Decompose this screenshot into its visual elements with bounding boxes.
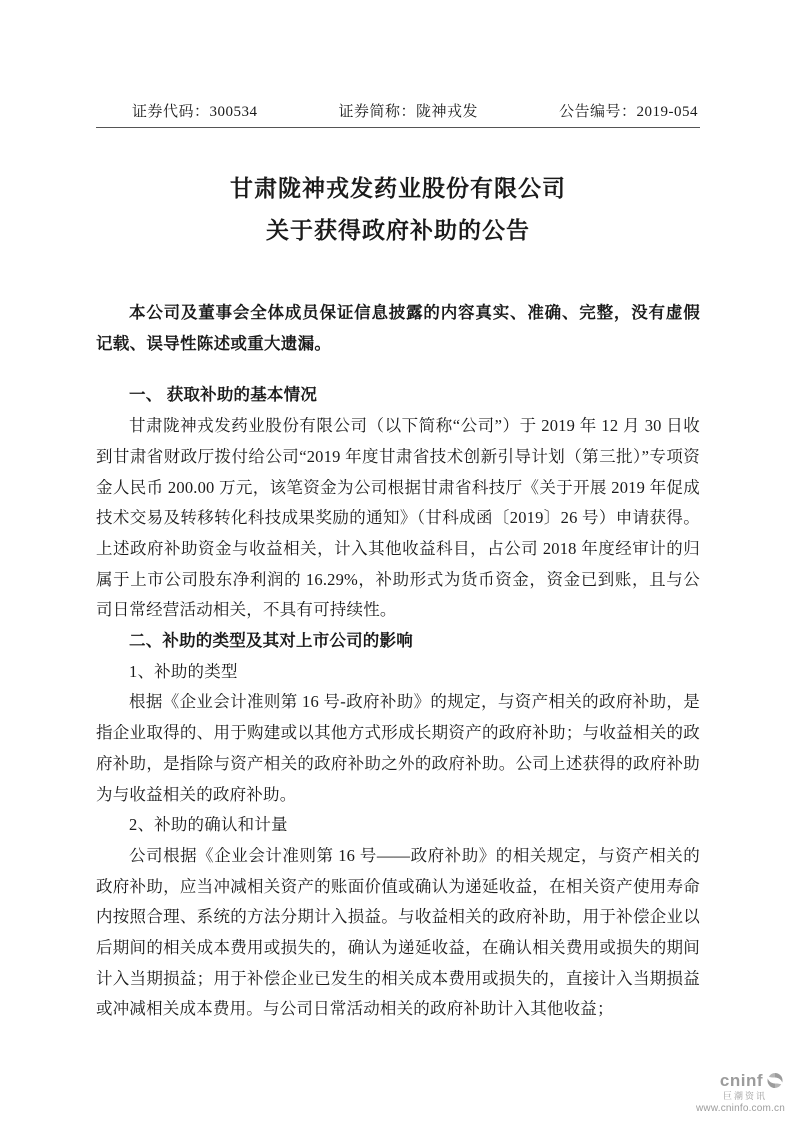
cninfo-logo-chinese: 巨潮资讯 xyxy=(722,1091,767,1102)
section-1-paragraph: 甘肃陇神戎发药业股份有限公司（以下简称“公司”）于 2019 年 12 月 30 日收到甘肃省财政厅拨付给公司“2019 年度甘肃省技术创新引导计划（第三批）”专项资金人民币 200.00 万元，该笔资金为公司根据甘肃省科技厅《关于开展 2019 年促成技术交易及转移转化科技成果奖励的通知》（甘科成函〔2019〕26 号）申请获得。上述政府补助资金与收益相关，计入其他收益科目，占公司 2018 年度经审计的归属于上市公司股东净利润的 16.29%，补助形式为货币资金，资金已到账，且与公司日常经营活动相关，不具有可持续性。 xyxy=(96,416,700,620)
title-line-2: 关于获得政府补助的公告 xyxy=(266,218,530,243)
doc-title xyxy=(96,168,700,252)
doc-body xyxy=(96,380,700,1025)
cninfo-swirl-icon xyxy=(765,1071,785,1090)
title-line-1: 甘肃陇神戎发药业股份有限公司 xyxy=(230,176,566,201)
doc-header xyxy=(96,100,700,128)
section-1-heading: 一、 获取补助的基本情况 xyxy=(129,385,318,405)
section-2-sub-2-heading: 2、补助的确认和计量 xyxy=(129,815,288,835)
section-2-sub-1-paragraph: 根据《企业会计准则第 16 号-政府补助》的规定，与资产相关的政府补助，是指企业取得的、用于购建或以其他方式形成长期资产的政府补助；与收益相关的政府补助，是指除与资产相关的政府补助之外的政府补助。公司上述获得的政府补助为与收益相关的政府补助。 xyxy=(96,692,700,804)
announcement-number: 公告编号：2019-054 xyxy=(559,104,698,120)
section-2-sub-1-heading: 1、补助的类型 xyxy=(129,661,238,681)
cninfo-logo-url: www.cninfo.com.cn xyxy=(696,1102,785,1114)
section-2-sub-2-paragraph: 公司根据《企业会计准则第 16 号——政府补助》的相关规定，与资产相关的政府补助，应当冲减相关资产的账面价值或确认为递延收益，在相关资产使用寿命内按照合理、系统的方法分期计入损益。与收益相关的政府补助，用于补偿企业以后期间的相关成本费用或损失的，确认为递延收益，在确认相关费用或损失的期间计入当期损益；用于补偿企业已发生的相关成本费用或损失的，直接计入当期损益或冲减相关成本费用。与公司日常活动相关的政府补助计入其他收益； xyxy=(96,845,700,1019)
cninfo-logo xyxy=(639,1071,789,1114)
board-statement: 本公司及董事会全体成员保证信息披露的内容真实、准确、完整，没有虚假记载、误导性陈述或重大遗漏。 xyxy=(96,303,700,353)
section-2-heading: 二、补助的类型及其对上市公司的影响 xyxy=(129,631,413,651)
cninfo-logo-text: cninf xyxy=(719,1070,763,1090)
stock-code: 证券代码：300534 xyxy=(132,104,258,120)
stock-short-name: 证券简称：陇神戎发 xyxy=(338,104,479,120)
